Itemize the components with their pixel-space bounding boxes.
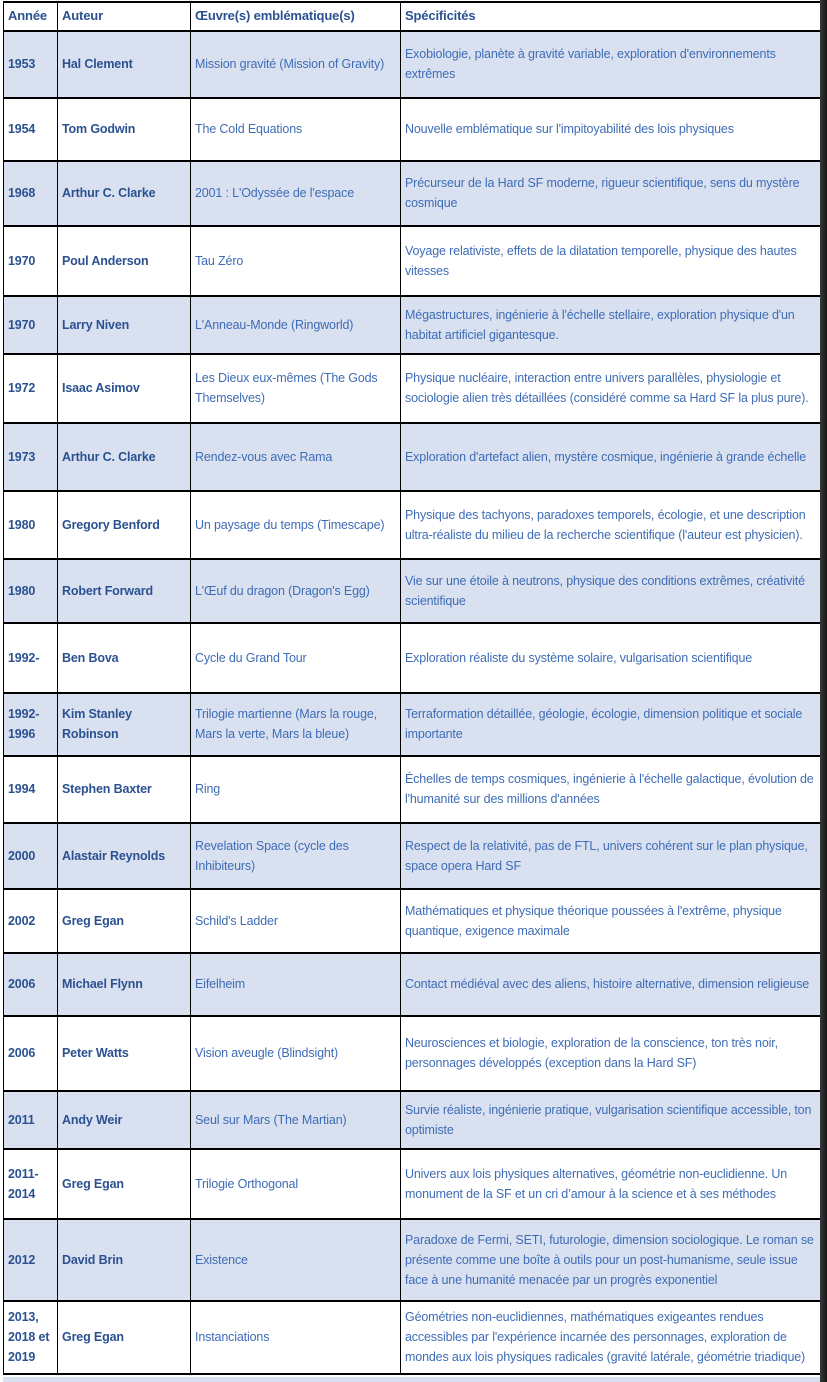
work-cell: Trilogie Orthogonal — [191, 1149, 401, 1219]
page-right-edge — [820, 0, 827, 1382]
specifics-cell: Géométries non-euclidiennes, mathématiques exigeantes rendues accessibles par l'expérience incarnée des personnages, exploration de mondes aux lois physiques radicales (gravité latérale, géométrie triadique) — [401, 1301, 821, 1374]
column-header-author: Auteur — [58, 2, 191, 31]
specifics-cell: Nouvelle emblématique sur l'impitoyabilité des lois physiques — [401, 98, 821, 161]
specifics-cell: Univers aux lois physiques alternatives, géométrie non-euclidienne. Un monument de la SF et un cri d’amour à la science et à ses méthodes — [401, 1149, 821, 1219]
specifics-cell: Précurseur de la Hard SF moderne, rigueur scientifique, sens du mystère cosmique — [401, 161, 821, 226]
year-cell: 1994 — [4, 756, 58, 823]
specifics-cell: Exploration réaliste du système solaire, vulgarisation scientifique — [401, 623, 821, 693]
year-cell: 1954 — [4, 98, 58, 161]
author-cell: Andy Weir — [58, 1091, 191, 1149]
table-row — [4, 889, 821, 953]
column-header-specifics: Spécificités — [401, 2, 821, 31]
year-cell: 2011 — [4, 1091, 58, 1149]
year-cell: 1980 — [4, 491, 58, 559]
author-cell: Arthur C. Clarke — [58, 423, 191, 491]
year-cell: 1953 — [4, 31, 58, 98]
year-cell: 1968 — [4, 161, 58, 226]
year-cell: 2006 — [4, 953, 58, 1016]
work-cell: L'Œuf du dragon (Dragon's Egg) — [191, 559, 401, 623]
specifics-cell: Exobiologie, planète à gravité variable, exploration d'environnements extrêmes — [401, 31, 821, 98]
table-body — [4, 31, 821, 1374]
table-row — [4, 296, 821, 354]
work-cell: Revelation Space (cycle des Inhibiteurs) — [191, 823, 401, 889]
author-cell: Isaac Asimov — [58, 354, 191, 423]
work-cell: Les Dieux eux-mêmes (The Gods Themselves) — [191, 354, 401, 423]
author-cell: Gregory Benford — [58, 491, 191, 559]
year-cell: 1980 — [4, 559, 58, 623]
work-cell: Existence — [191, 1219, 401, 1301]
specifics-cell: Voyage relativiste, effets de la dilatation temporelle, physique des hautes vitesses — [401, 226, 821, 296]
work-cell: The Cold Equations — [191, 98, 401, 161]
work-cell: Trilogie martienne (Mars la rouge, Mars la verte, Mars la bleue) — [191, 693, 401, 756]
column-header-year: Année — [4, 2, 58, 31]
year-cell: 2013, 2018 et 2019 — [4, 1301, 58, 1374]
work-cell: Un paysage du temps (Timescape) — [191, 491, 401, 559]
specifics-cell: Mégastructures, ingénierie à l'échelle stellaire, exploration physique d'un habitat artificiel gigantesque. — [401, 296, 821, 354]
work-cell: 2001 : L'Odyssée de l'espace — [191, 161, 401, 226]
table-row — [4, 1149, 821, 1219]
work-cell: Cycle du Grand Tour — [191, 623, 401, 693]
year-cell: 1973 — [4, 423, 58, 491]
table-row — [4, 953, 821, 1016]
table-row — [4, 31, 821, 98]
year-cell: 2011-2014 — [4, 1149, 58, 1219]
work-cell: Ring — [191, 756, 401, 823]
year-cell: 2012 — [4, 1219, 58, 1301]
specifics-cell: Respect de la relativité, pas de FTL, univers cohérent sur le plan physique, space opera Hard SF — [401, 823, 821, 889]
work-cell: Vision aveugle (Blindsight) — [191, 1016, 401, 1091]
work-cell: Tau Zéro — [191, 226, 401, 296]
table-row — [4, 559, 821, 623]
table-row — [4, 354, 821, 423]
table-row — [4, 423, 821, 491]
table-row — [4, 1016, 821, 1091]
table-row — [4, 693, 821, 756]
specifics-cell: Échelles de temps cosmiques, ingénierie à l'échelle galactique, évolution de l'humanité sur des millions d'années — [401, 756, 821, 823]
hard-sf-authors-table — [3, 1, 821, 1375]
next-row-partial-strip — [3, 1377, 820, 1382]
year-cell: 1970 — [4, 226, 58, 296]
year-cell: 1992-1996 — [4, 693, 58, 756]
author-cell: Ben Bova — [58, 623, 191, 693]
specifics-cell: Paradoxe de Fermi, SETI, futurologie, dimension sociologique. Le roman se présente comme une boîte à outils pour un post-humanisme, seule issue face à une humanité menacée par un progrès exponentiel — [401, 1219, 821, 1301]
author-cell: Greg Egan — [58, 1301, 191, 1374]
author-cell: Arthur C. Clarke — [58, 161, 191, 226]
table-row — [4, 98, 821, 161]
specifics-cell: Neurosciences et biologie, exploration de la conscience, ton très noir, personnages développés (exception dans la Hard SF) — [401, 1016, 821, 1091]
specifics-cell: Survie réaliste, ingénierie pratique, vulgarisation scientifique accessible, ton optimiste — [401, 1091, 821, 1149]
year-cell: 1992- — [4, 623, 58, 693]
work-cell: Seul sur Mars (The Martian) — [191, 1091, 401, 1149]
table-row — [4, 491, 821, 559]
author-cell: Kim Stanley Robinson — [58, 693, 191, 756]
table-row — [4, 623, 821, 693]
author-cell: Hal Clement — [58, 31, 191, 98]
table-row — [4, 756, 821, 823]
specifics-cell: Contact médiéval avec des aliens, histoire alternative, dimension religieuse — [401, 953, 821, 1016]
work-cell: Instanciations — [191, 1301, 401, 1374]
year-cell: 1970 — [4, 296, 58, 354]
author-cell: Greg Egan — [58, 1149, 191, 1219]
work-cell: Mission gravité (Mission of Gravity) — [191, 31, 401, 98]
work-cell: Rendez-vous avec Rama — [191, 423, 401, 491]
specifics-cell: Vie sur une étoile à neutrons, physique des conditions extrêmes, créativité scientifique — [401, 559, 821, 623]
author-cell: Poul Anderson — [58, 226, 191, 296]
table-row — [4, 1091, 821, 1149]
year-cell: 2002 — [4, 889, 58, 953]
specifics-cell: Exploration d'artefact alien, mystère cosmique, ingénierie à grande échelle — [401, 423, 821, 491]
year-cell: 1972 — [4, 354, 58, 423]
specifics-cell: Physique des tachyons, paradoxes temporels, écologie, et une description ultra-réaliste du milieu de la recherche scientifique (l'auteur est physicien). — [401, 491, 821, 559]
table-row — [4, 1301, 821, 1374]
author-cell: Robert Forward — [58, 559, 191, 623]
author-cell: Larry Niven — [58, 296, 191, 354]
work-cell: L'Anneau-Monde (Ringworld) — [191, 296, 401, 354]
column-header-work: Œuvre(s) emblématique(s) — [191, 2, 401, 31]
author-cell: Stephen Baxter — [58, 756, 191, 823]
table-row — [4, 161, 821, 226]
work-cell: Schild's Ladder — [191, 889, 401, 953]
table-row — [4, 1219, 821, 1301]
table-row — [4, 226, 821, 296]
specifics-cell: Terraformation détaillée, géologie, écologie, dimension politique et sociale importante — [401, 693, 821, 756]
author-cell: David Brin — [58, 1219, 191, 1301]
author-cell: Greg Egan — [58, 889, 191, 953]
specifics-cell: Physique nucléaire, interaction entre univers parallèles, physiologie et sociologie alien très détaillées (considéré comme sa Hard SF la plus pure). — [401, 354, 821, 423]
author-cell: Peter Watts — [58, 1016, 191, 1091]
author-cell: Michael Flynn — [58, 953, 191, 1016]
specifics-cell: Mathématiques et physique théorique poussées à l'extrême, physique quantique, exigence maximale — [401, 889, 821, 953]
author-cell: Tom Godwin — [58, 98, 191, 161]
table-header-row — [4, 2, 821, 31]
table-row — [4, 823, 821, 889]
year-cell: 2006 — [4, 1016, 58, 1091]
year-cell: 2000 — [4, 823, 58, 889]
author-cell: Alastair Reynolds — [58, 823, 191, 889]
work-cell: Eifelheim — [191, 953, 401, 1016]
